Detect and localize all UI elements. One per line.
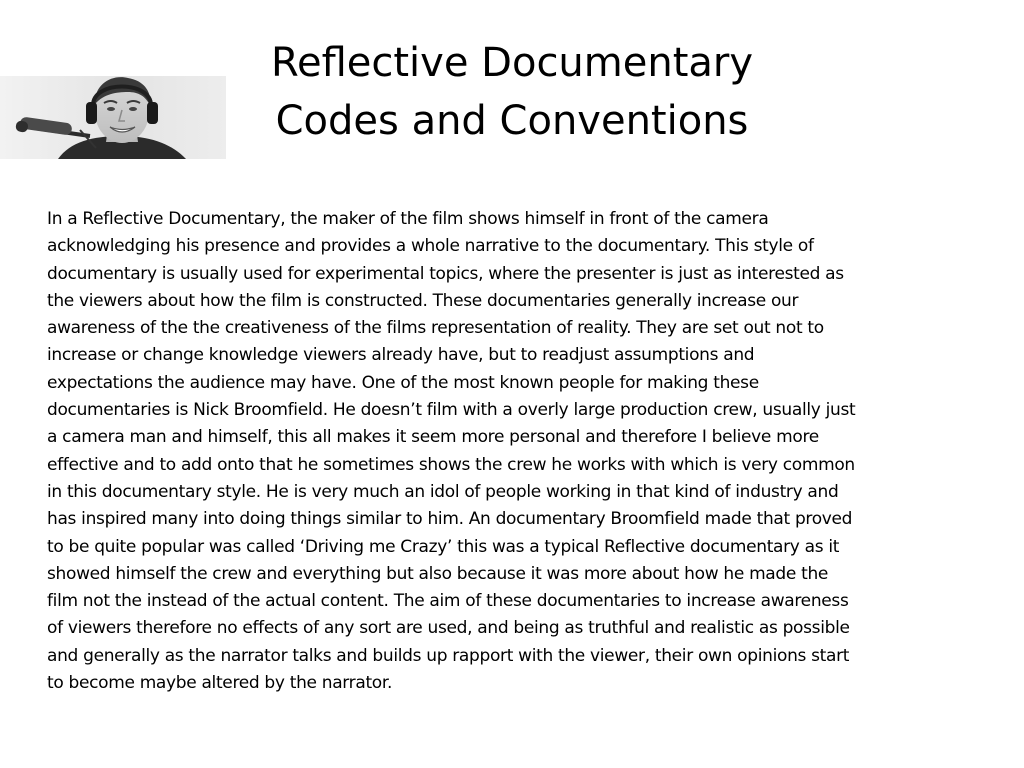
slide-title xyxy=(190,34,834,150)
body-paragraph: In a Reflective Documentary, the maker of the film shows himself in front of the camera acknowledging his presence and provides a whole narrative to the documentary. This style of documentary is usually used for experimental topics, where the presenter is just as interested as the viewers about how the film is constructed. These documentaries generally increase our awareness of the the creativeness of the films representation of reality. They are set out not to increase or change knowledge viewers already have, but to readjust assumptions and expectations the audience may have. One of the most known people for making these documentaries is Nick Broomfield. He doesn’t film with a overly large production crew, usually just a camera man and himself, this all makes it seem more personal and therefore I believe more effective and to add onto that he sometimes shows the crew he works with which is very common in this documentary style. He is very much an idol of people working in that kind of industry and has inspired many into doing things similar to him. An documentary Broomfield made that proved to be quite popular was called ‘Driving me Crazy’ this was a typical Reflective documentary as it showed himself the crew and everything but also because it was more about how he made the film not the instead of the actual content. The aim of these documentaries to increase awareness of viewers therefore no effects of any sort are used, and being as truthful and realistic as possible and generally as the narrator talks and builds up rapport with the viewer, their own opinions start to become maybe altered by the narrator. xyxy=(47,209,856,694)
slide-title-line-2: Codes and Conventions xyxy=(275,98,749,144)
slide-title-line-1: Reflective Documentary xyxy=(270,40,754,86)
